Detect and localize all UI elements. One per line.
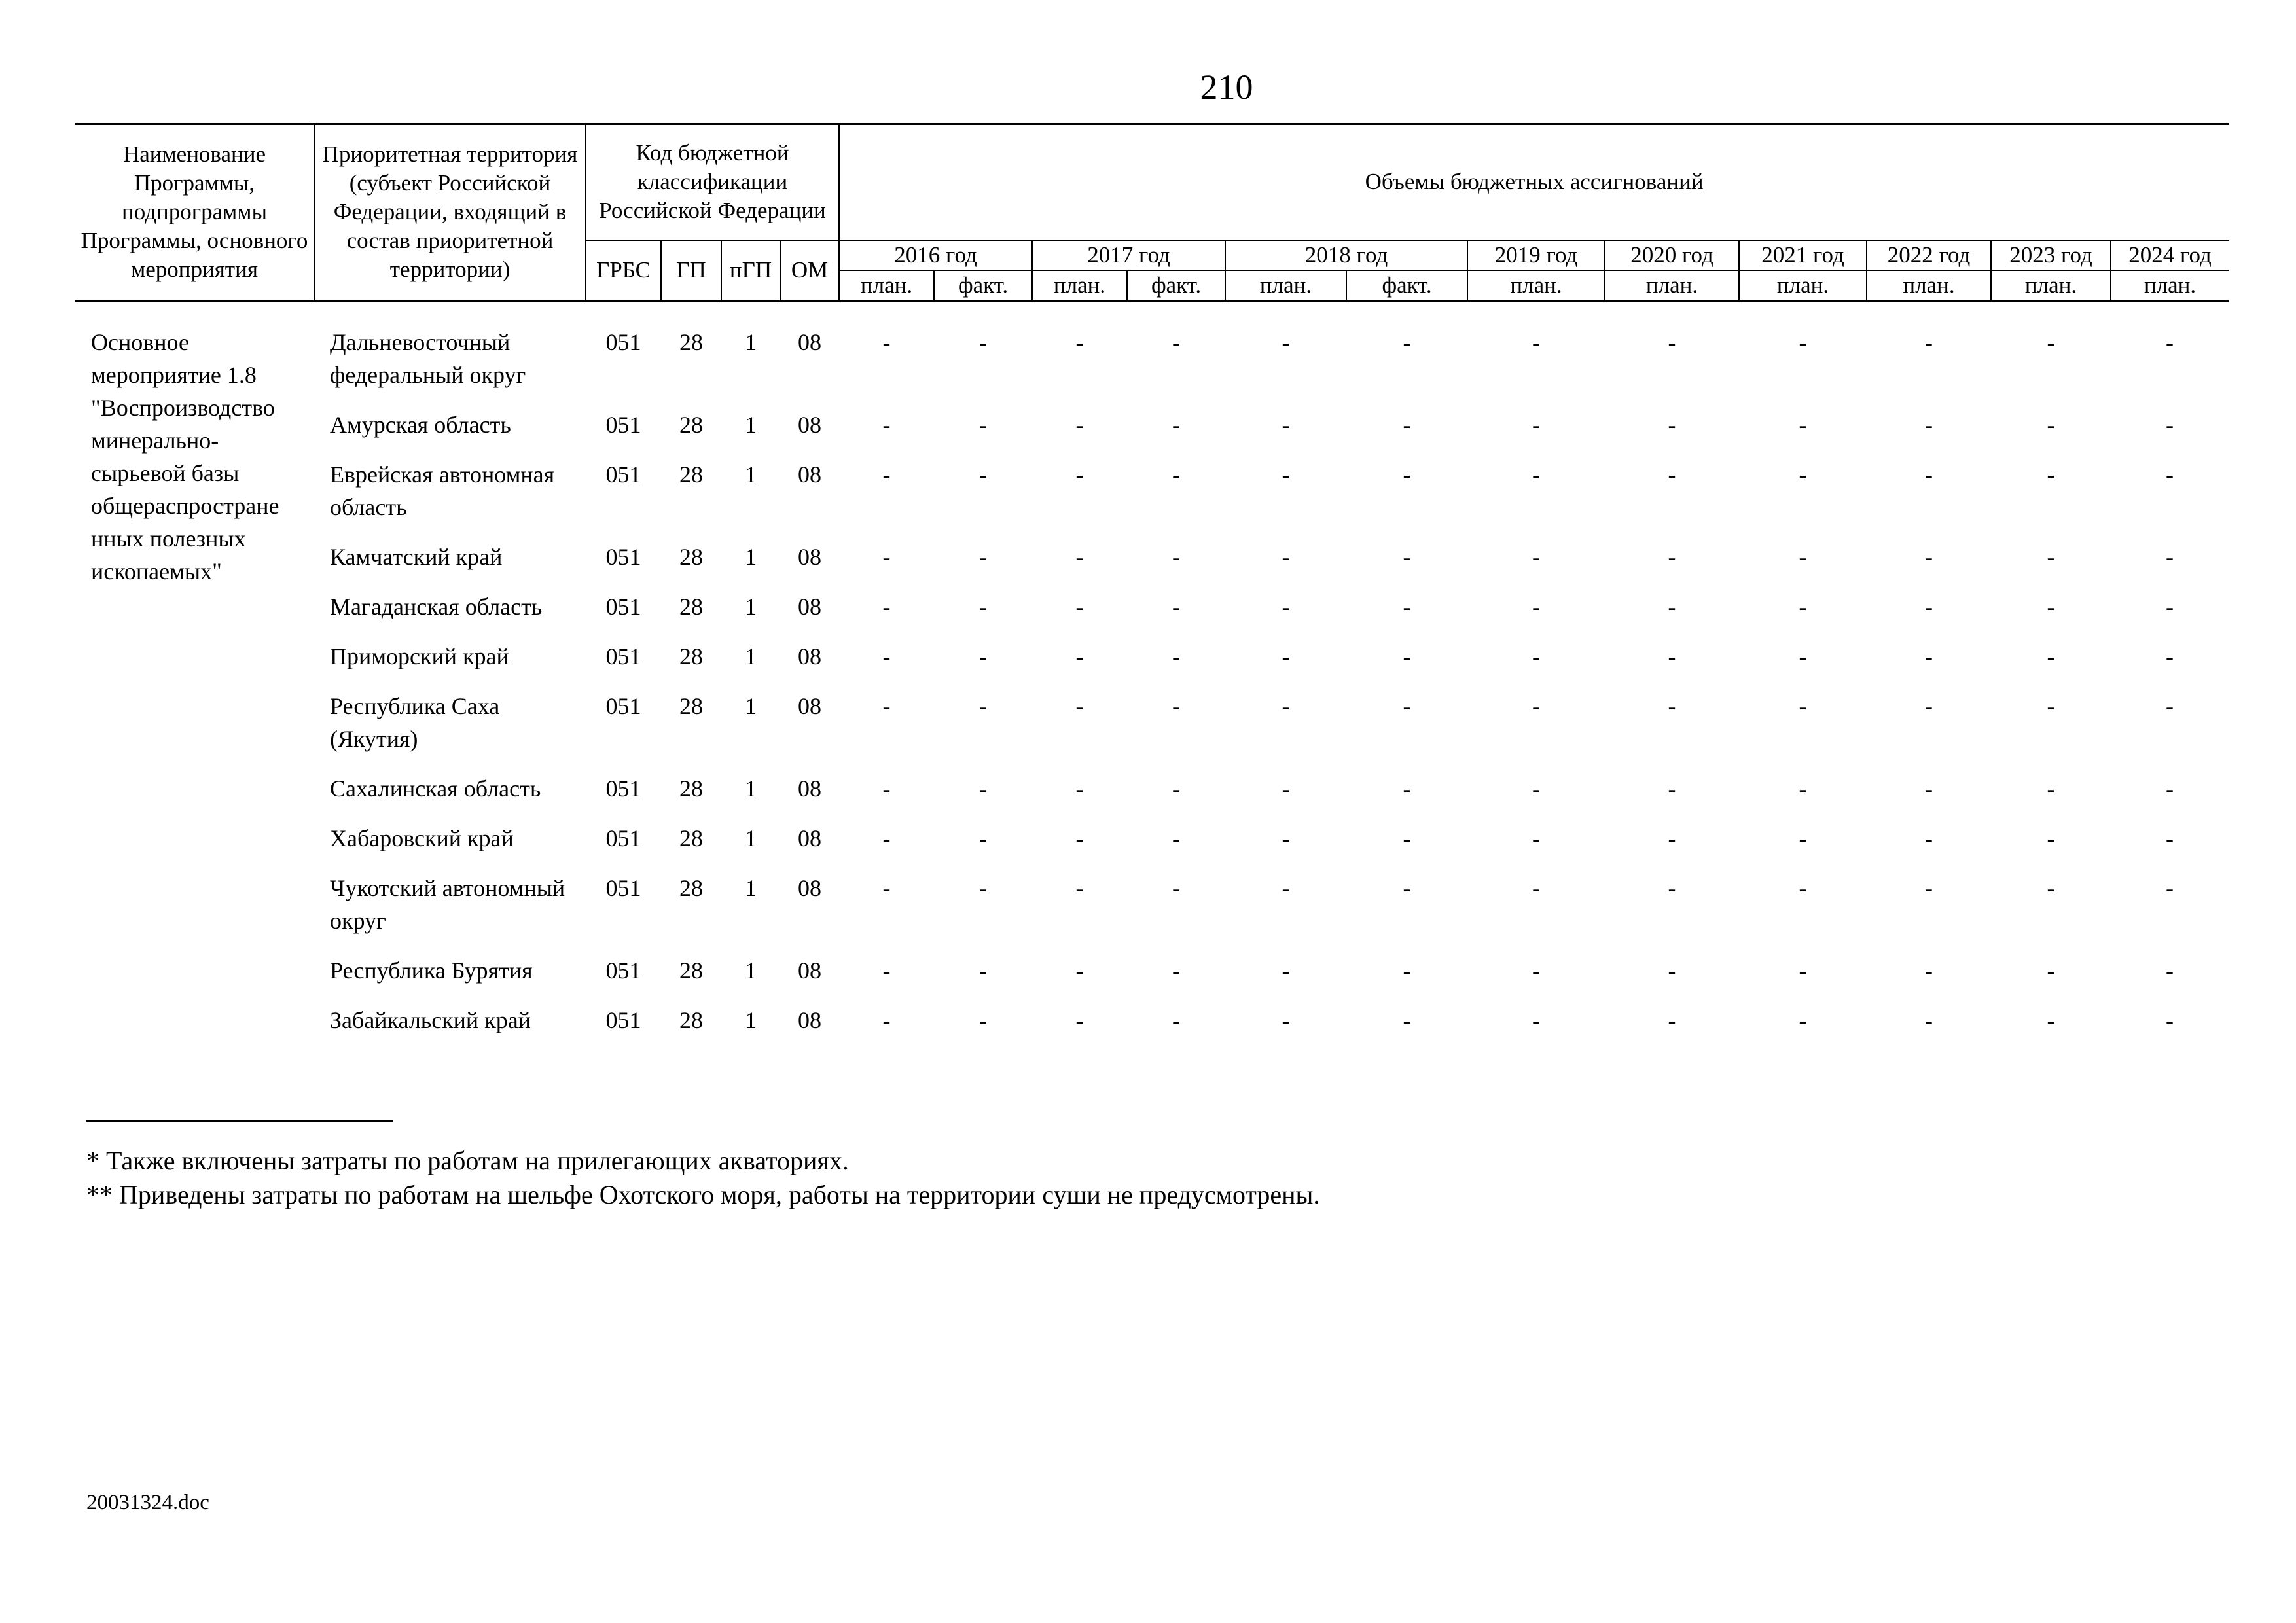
value-cell: - — [1532, 544, 1540, 570]
pgp-cell: 1 — [745, 693, 757, 719]
row-spacer — [75, 391, 2229, 408]
value-cell: - — [1925, 776, 1933, 802]
territory-cell: Дальневосточный федеральный округ — [330, 329, 526, 388]
row-spacer — [75, 755, 2229, 772]
pgp-cell: 1 — [745, 875, 757, 901]
value-cell: - — [1925, 594, 1933, 620]
value-cell: - — [1075, 412, 1084, 438]
value-cell: - — [1403, 412, 1411, 438]
value-cell: - — [979, 594, 987, 620]
row-spacer — [75, 673, 2229, 690]
header-plan-2020: план. — [1605, 270, 1739, 301]
value-cell: - — [2047, 957, 2055, 984]
header-plan-2021: план. — [1739, 270, 1867, 301]
om-cell: 08 — [798, 776, 821, 802]
value-cell: - — [1403, 693, 1411, 719]
pgp-cell: 1 — [745, 643, 757, 669]
value-cell: - — [1282, 544, 1290, 570]
value-cell: - — [1532, 643, 1540, 669]
territory-cell: Чукотский автономный округ — [330, 875, 565, 934]
om-cell: 08 — [798, 412, 821, 438]
pgp-cell: 1 — [745, 776, 757, 802]
grbs-cell: 051 — [605, 776, 641, 802]
row-spacer-cell — [314, 937, 2229, 954]
header-year-2018: 2018 год — [1225, 240, 1467, 270]
footnote-divider — [86, 1120, 393, 1122]
value-cell: - — [1075, 776, 1084, 802]
gp-cell: 28 — [679, 776, 703, 802]
value-cell: - — [1668, 412, 1676, 438]
value-cell: - — [1799, 875, 1807, 901]
header-gp: ГП — [661, 240, 721, 301]
table-row — [75, 408, 2229, 441]
table-header — [75, 124, 2229, 302]
value-cell: - — [1172, 957, 1180, 984]
territory-cell: Приморский край — [330, 643, 509, 669]
value-cell: - — [1799, 825, 1807, 851]
territory-cell: Республика Бурятия — [330, 957, 533, 984]
value-cell: - — [1668, 776, 1676, 802]
value-cell: - — [1172, 594, 1180, 620]
value-cell: - — [1799, 1007, 1807, 1033]
territory-cell: Еврейская автономная область — [330, 461, 555, 520]
footnote-1: * Также включены затраты по работам на прилегающих акваториях. — [86, 1146, 849, 1175]
value-cell: - — [1075, 461, 1084, 488]
gp-cell: 28 — [679, 594, 703, 620]
value-cell: - — [1172, 693, 1180, 719]
row-spacer — [75, 573, 2229, 590]
grbs-cell: 051 — [605, 1007, 641, 1033]
value-cell: - — [1799, 544, 1807, 570]
row-spacer-cell — [314, 987, 2229, 1004]
table-row — [75, 954, 2229, 987]
value-cell: - — [882, 825, 891, 851]
om-cell: 08 — [798, 544, 821, 570]
om-cell: 08 — [798, 461, 821, 488]
value-cell: - — [2166, 461, 2174, 488]
header-plan-2022: план. — [1867, 270, 1991, 301]
gp-cell: 28 — [679, 875, 703, 901]
row-spacer — [75, 441, 2229, 458]
value-cell: - — [1668, 825, 1676, 851]
page-number: 210 — [1200, 67, 1253, 107]
value-cell: - — [882, 412, 891, 438]
value-cell: - — [1172, 1007, 1180, 1033]
value-cell: - — [1799, 329, 1807, 355]
value-cell: - — [1282, 594, 1290, 620]
header-plan-2018: план. — [1225, 270, 1346, 301]
value-cell: - — [1403, 957, 1411, 984]
om-cell: 08 — [798, 825, 821, 851]
value-cell: - — [1799, 594, 1807, 620]
territory-cell: Магаданская область — [330, 594, 543, 620]
pgp-cell: 1 — [745, 461, 757, 488]
om-cell: 08 — [798, 594, 821, 620]
table-row — [75, 458, 2229, 524]
value-cell: - — [882, 776, 891, 802]
table-row — [75, 690, 2229, 755]
value-cell: - — [882, 957, 891, 984]
value-cell: - — [2047, 875, 2055, 901]
value-cell: - — [2047, 329, 2055, 355]
value-cell: - — [1282, 825, 1290, 851]
pgp-cell: 1 — [745, 825, 757, 851]
grbs-cell: 051 — [605, 544, 641, 570]
value-cell: - — [1668, 461, 1676, 488]
header-budget-code: Код бюджетной классификации Российской Федерации — [586, 124, 839, 240]
row-spacer-cell — [314, 573, 2229, 590]
territory-cell: Амурская область — [330, 412, 511, 438]
row-spacer-cell — [314, 805, 2229, 822]
value-cell: - — [2166, 825, 2174, 851]
value-cell: - — [979, 643, 987, 669]
value-cell: - — [1668, 957, 1676, 984]
grbs-cell: 051 — [605, 825, 641, 851]
row-spacer-cell — [314, 391, 2229, 408]
value-cell: - — [882, 461, 891, 488]
table-row — [75, 822, 2229, 855]
grbs-cell: 051 — [605, 412, 641, 438]
value-cell: - — [1668, 594, 1676, 620]
value-cell: - — [1668, 329, 1676, 355]
value-cell: - — [1925, 1007, 1933, 1033]
value-cell: - — [1172, 412, 1180, 438]
value-cell: - — [1282, 875, 1290, 901]
grbs-cell: 051 — [605, 957, 641, 984]
table-body — [75, 326, 2229, 1054]
value-cell: - — [2166, 1007, 2174, 1033]
value-cell: - — [1403, 875, 1411, 901]
value-cell: - — [1532, 1007, 1540, 1033]
header-year-2023: 2023 год — [1991, 240, 2111, 270]
value-cell: - — [1282, 957, 1290, 984]
measure-name: Основное мероприятие 1.8 "Воспроизводство минерально-сырьевой базы общераспростране нных полезных ископаемых" — [91, 329, 279, 584]
value-cell: - — [1799, 412, 1807, 438]
value-cell: - — [1925, 643, 1933, 669]
value-cell: - — [979, 957, 987, 984]
value-cell: - — [979, 412, 987, 438]
om-cell: 08 — [798, 875, 821, 901]
value-cell: - — [1075, 544, 1084, 570]
om-cell: 08 — [798, 1007, 821, 1033]
gp-cell: 28 — [679, 1007, 703, 1033]
value-cell: - — [1925, 957, 1933, 984]
om-cell: 08 — [798, 329, 821, 355]
value-cell: - — [882, 643, 891, 669]
row-spacer — [75, 987, 2229, 1004]
value-cell: - — [1403, 643, 1411, 669]
value-cell: - — [1532, 825, 1540, 851]
value-cell: - — [1532, 329, 1540, 355]
header-year-2017: 2017 год — [1032, 240, 1225, 270]
value-cell: - — [1668, 544, 1676, 570]
pgp-cell: 1 — [745, 329, 757, 355]
gp-cell: 28 — [679, 461, 703, 488]
value-cell: - — [979, 693, 987, 719]
value-cell: - — [2047, 461, 2055, 488]
value-cell: - — [1799, 957, 1807, 984]
gp-cell: 28 — [679, 544, 703, 570]
value-cell: - — [1532, 957, 1540, 984]
value-cell: - — [2047, 693, 2055, 719]
header-fact-2016: факт. — [934, 270, 1032, 301]
header-year-2022: 2022 год — [1867, 240, 1991, 270]
value-cell: - — [1172, 461, 1180, 488]
territory-cell: Сахалинская область — [330, 776, 541, 802]
value-cell: - — [1403, 329, 1411, 355]
value-cell: - — [979, 461, 987, 488]
row-spacer — [75, 805, 2229, 822]
header-year-2020: 2020 год — [1605, 240, 1739, 270]
row-spacer-cell — [314, 855, 2229, 872]
value-cell: - — [979, 875, 987, 901]
value-cell: - — [1075, 957, 1084, 984]
value-cell: - — [1532, 693, 1540, 719]
value-cell: - — [1925, 693, 1933, 719]
value-cell: - — [1925, 461, 1933, 488]
value-cell: - — [882, 544, 891, 570]
value-cell: - — [1925, 412, 1933, 438]
value-cell: - — [2047, 594, 2055, 620]
value-cell: - — [1925, 875, 1933, 901]
table-row — [75, 1004, 2229, 1037]
header-priority-territory: Приоритетная территория (субъект Российской Федерации, входящий в состав приоритетной территории) — [314, 124, 586, 301]
value-cell: - — [2166, 875, 2174, 901]
value-cell: - — [882, 693, 891, 719]
table-row — [75, 326, 2229, 391]
value-cell: - — [1403, 776, 1411, 802]
grbs-cell: 051 — [605, 643, 641, 669]
header-plan-2024: план. — [2111, 270, 2229, 301]
header-plan-2017: план. — [1032, 270, 1127, 301]
header-program-name: Наименование Программы, подпрограммы Программы, основного мероприятия — [75, 124, 314, 301]
value-cell: - — [1799, 643, 1807, 669]
value-cell: - — [1075, 875, 1084, 901]
value-cell: - — [1282, 776, 1290, 802]
value-cell: - — [882, 594, 891, 620]
row-spacer-cell — [314, 755, 2229, 772]
value-cell: - — [1282, 643, 1290, 669]
value-cell: - — [1075, 825, 1084, 851]
value-cell: - — [979, 776, 987, 802]
value-cell: - — [979, 544, 987, 570]
value-cell: - — [2047, 825, 2055, 851]
value-cell: - — [882, 329, 891, 355]
value-cell: - — [2166, 594, 2174, 620]
value-cell: - — [1172, 329, 1180, 355]
value-cell: - — [979, 1007, 987, 1033]
territory-cell: Камчатский край — [330, 544, 503, 570]
value-cell: - — [1075, 1007, 1084, 1033]
table-row — [75, 541, 2229, 573]
value-cell: - — [1799, 776, 1807, 802]
territory-cell: Республика Саха (Якутия) — [330, 693, 500, 752]
row-spacer — [75, 524, 2229, 541]
value-cell: - — [1925, 825, 1933, 851]
value-cell: - — [1075, 594, 1084, 620]
value-cell: - — [2047, 544, 2055, 570]
header-fact-2017: факт. — [1127, 270, 1225, 301]
value-cell: - — [1172, 643, 1180, 669]
value-cell: - — [1799, 693, 1807, 719]
table-row — [75, 772, 2229, 805]
header-grbs: ГРБС — [586, 240, 661, 301]
value-cell: - — [1532, 461, 1540, 488]
value-cell: - — [1403, 594, 1411, 620]
om-cell: 08 — [798, 957, 821, 984]
pgp-cell: 1 — [745, 1007, 757, 1033]
value-cell: - — [1668, 643, 1676, 669]
header-plan-2019: план. — [1467, 270, 1605, 301]
territory-cell: Хабаровский край — [330, 825, 514, 851]
gp-cell: 28 — [679, 643, 703, 669]
grbs-cell: 051 — [605, 461, 641, 488]
value-cell: - — [1403, 825, 1411, 851]
gp-cell: 28 — [679, 329, 703, 355]
grbs-cell: 051 — [605, 875, 641, 901]
value-cell: - — [1532, 594, 1540, 620]
header-plan-2023: план. — [1991, 270, 2111, 301]
value-cell: - — [1075, 693, 1084, 719]
value-cell: - — [979, 825, 987, 851]
value-cell: - — [1799, 461, 1807, 488]
header-volumes: Объемы бюджетных ассигнований — [839, 124, 2229, 240]
row-spacer-cell — [314, 441, 2229, 458]
value-cell: - — [1532, 875, 1540, 901]
header-fact-2018: факт. — [1346, 270, 1467, 301]
row-spacer-cell — [314, 1037, 2229, 1054]
value-cell: - — [2166, 643, 2174, 669]
value-cell: - — [2047, 643, 2055, 669]
pgp-cell: 1 — [745, 957, 757, 984]
pgp-cell: 1 — [745, 544, 757, 570]
value-cell: - — [1403, 461, 1411, 488]
value-cell: - — [1668, 1007, 1676, 1033]
value-cell: - — [882, 875, 891, 901]
value-cell: - — [2166, 693, 2174, 719]
header-year-2016: 2016 год — [839, 240, 1032, 270]
row-spacer-cell — [314, 524, 2229, 541]
value-cell: - — [1282, 1007, 1290, 1033]
value-cell: - — [979, 329, 987, 355]
value-cell: - — [1172, 544, 1180, 570]
value-cell: - — [2166, 412, 2174, 438]
value-cell: - — [2166, 776, 2174, 802]
row-spacer — [75, 855, 2229, 872]
value-cell: - — [1172, 776, 1180, 802]
value-cell: - — [2047, 412, 2055, 438]
pgp-cell: 1 — [745, 594, 757, 620]
footnote-2: ** Приведены затраты по работам на шельфе Охотского моря, работы на территории суши не предусмотрены. — [86, 1180, 1320, 1209]
table-row — [75, 590, 2229, 623]
value-cell: - — [2047, 1007, 2055, 1033]
header-pgp: пГП — [721, 240, 780, 301]
footnotes — [86, 1144, 2050, 1212]
value-cell: - — [882, 1007, 891, 1033]
header-om: ОМ — [780, 240, 839, 301]
value-cell: - — [1925, 544, 1933, 570]
document-id: 20031324.doc — [86, 1491, 209, 1514]
row-spacer — [75, 623, 2229, 640]
value-cell: - — [1075, 329, 1084, 355]
value-cell: - — [1282, 693, 1290, 719]
om-cell: 08 — [798, 643, 821, 669]
pgp-cell: 1 — [745, 412, 757, 438]
row-spacer — [75, 937, 2229, 954]
gp-cell: 28 — [679, 957, 703, 984]
territory-cell: Забайкальский край — [330, 1007, 531, 1033]
om-cell: 08 — [798, 693, 821, 719]
header-year-2024: 2024 год — [2111, 240, 2229, 270]
value-cell: - — [1075, 643, 1084, 669]
table-row — [75, 872, 2229, 937]
row-spacer-cell — [314, 673, 2229, 690]
value-cell: - — [1925, 329, 1933, 355]
value-cell: - — [2166, 329, 2174, 355]
value-cell: - — [1282, 461, 1290, 488]
gp-cell: 28 — [679, 412, 703, 438]
header-year-2021: 2021 год — [1739, 240, 1867, 270]
value-cell: - — [1532, 776, 1540, 802]
value-cell: - — [1668, 693, 1676, 719]
table-row — [75, 640, 2229, 673]
value-cell: - — [1172, 825, 1180, 851]
value-cell: - — [2047, 776, 2055, 802]
header-plan-2016: план. — [839, 270, 934, 301]
value-cell: - — [1403, 544, 1411, 570]
value-cell: - — [2166, 957, 2174, 984]
header-year-2019: 2019 год — [1467, 240, 1605, 270]
value-cell: - — [1403, 1007, 1411, 1033]
value-cell: - — [1668, 875, 1676, 901]
gp-cell: 28 — [679, 693, 703, 719]
value-cell: - — [1532, 412, 1540, 438]
value-cell: - — [1282, 329, 1290, 355]
value-cell: - — [1172, 875, 1180, 901]
grbs-cell: 051 — [605, 329, 641, 355]
grbs-cell: 051 — [605, 693, 641, 719]
gp-cell: 28 — [679, 825, 703, 851]
value-cell: - — [1282, 412, 1290, 438]
row-spacer-cell — [314, 623, 2229, 640]
value-cell: - — [2166, 544, 2174, 570]
row-spacer — [75, 1037, 2229, 1054]
grbs-cell: 051 — [605, 594, 641, 620]
